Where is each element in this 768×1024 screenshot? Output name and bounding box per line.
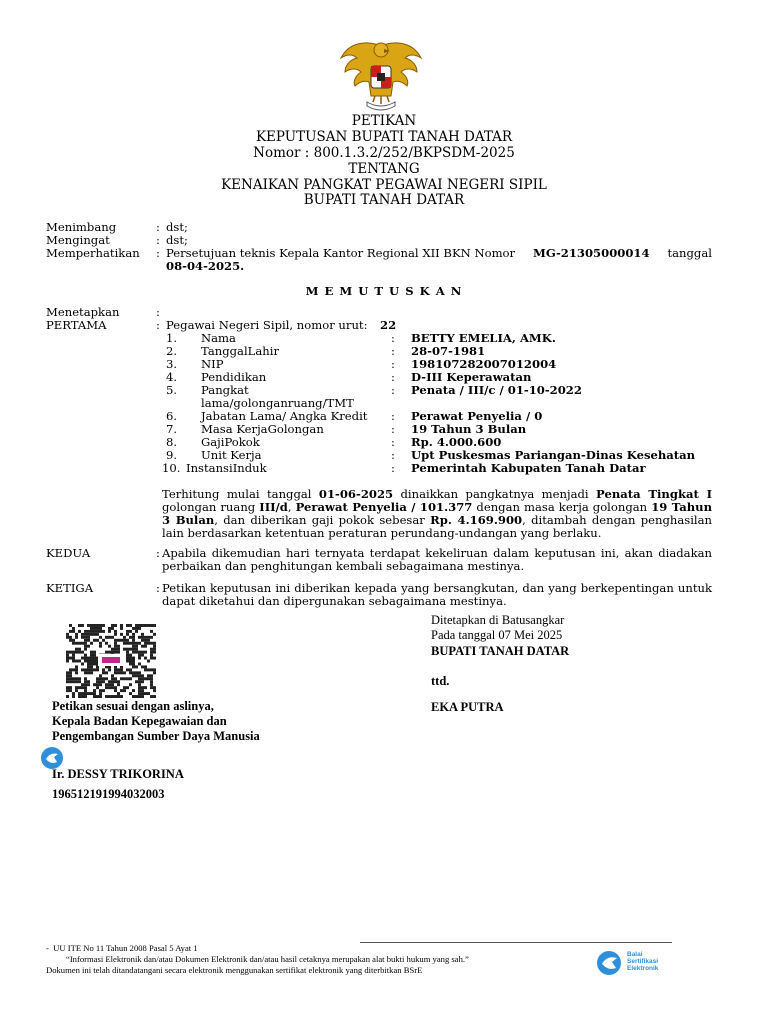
employee-details xyxy=(162,331,726,475)
colon: : xyxy=(391,370,395,384)
menetapkan-label: Menetapkan xyxy=(46,305,120,319)
detail-value: Pemerintah Kabupaten Tanah Datar xyxy=(411,461,646,475)
signer-name: EKA PUTRA xyxy=(431,700,504,714)
colon: : xyxy=(391,344,395,358)
detail-value: 19 Tahun 3 Bulan xyxy=(411,422,527,436)
detail-label: Pendidikan xyxy=(201,370,267,384)
memperhatikan-date: 08-04-2025. xyxy=(166,259,245,273)
colon: : xyxy=(391,435,395,449)
para-text: golongan ruang xyxy=(162,500,256,514)
ketiga-label: KETIGA xyxy=(46,581,94,595)
detail-label: GajiPokok xyxy=(201,435,260,449)
colon: : xyxy=(391,422,395,436)
memperhatikan-label: Memperhatikan xyxy=(46,246,140,260)
detail-value: 28-07-1981 xyxy=(411,344,486,358)
detail-label: Masa KerjaGolongan xyxy=(201,422,324,436)
decides-heading: M E M U T U S K A N xyxy=(305,284,463,298)
footer-quote: “Informasi Elektronik dan/atau Dokumen Elektronik dan/atau hasil cetaknya merupakan alat bukti hukum yang sah.” xyxy=(66,954,469,964)
new-rank: Penata Tingkat I xyxy=(596,487,713,501)
detail-value: BETTY EMELIA, AMK. xyxy=(411,331,556,345)
detail-label: Nama xyxy=(201,331,236,345)
ketiga-text: Petikan keputusan ini diberikan kepada yang bersangkutan, dan yang berkepentingan untuk dapat diketahui dan dipergunakan sebagaimana mestinya. xyxy=(162,581,712,608)
bsre-logo-line: Elektronik xyxy=(627,965,659,972)
bsre-logo-icon xyxy=(595,950,625,976)
about-label: TENTANG xyxy=(348,161,420,177)
para-text: dengan masa kerja golongan xyxy=(476,500,648,514)
colon: : xyxy=(156,581,160,595)
para-text: dinaikkan pangkatnya menjadi xyxy=(400,487,589,501)
detail-num: 1. xyxy=(166,331,178,345)
mengingat-value: dst; xyxy=(166,233,188,247)
detail-num: 8. xyxy=(166,435,178,449)
detail-value: D-III Keperawatan xyxy=(411,370,532,384)
kedua-label: KEDUA xyxy=(46,546,91,560)
detail-num: 4. xyxy=(166,370,178,384)
sequence-number: 22 xyxy=(380,318,397,332)
certifier-nip: 196512191994032003 xyxy=(52,787,165,801)
colon: : xyxy=(391,409,395,423)
colon: : xyxy=(391,357,395,371)
detail-num: 7. xyxy=(166,422,178,436)
bkn-reference: MG-21305000014 xyxy=(533,246,650,260)
footer-law-text: UU ITE No 11 Tahun 2008 Pasal 5 Ayat 1 xyxy=(53,943,198,953)
kedua-text: Apabila dikemudian hari ternyata terdapat kekeliruan dalam keputusan ini, akan diadakan perbaikan dan penghitungan kembali sebagaimana mestinya. xyxy=(162,546,712,573)
bsre-logo-line: Sertifikasi xyxy=(627,958,659,965)
detail-value: Penata / III/c / 01-10-2022 xyxy=(411,383,582,397)
para-text: , ditambah dengan penghasilan lain berdasarkan ketentuan peraturan perundang-undangan yang berlaku. xyxy=(162,513,712,540)
pertama-intro: Pegawai Negeri Sipil, nomor urut: xyxy=(166,318,368,332)
detail-num: 3. xyxy=(166,357,178,371)
colon: : xyxy=(156,233,160,247)
memperhatikan-text: Persetujuan teknis Kepala Kantor Regional XII BKN Nomor xyxy=(166,246,516,260)
detail-value: Perawat Penyelia / 0 xyxy=(411,409,543,423)
footer-note: Dokumen ini telah ditandatangani secara elektronik menggunakan sertifikat elektronik yang diterbitkan BSrE xyxy=(46,965,423,975)
colon: : xyxy=(156,220,160,234)
colon: : xyxy=(391,331,395,345)
detail-num: 6. xyxy=(166,409,178,423)
certified-line1: Petikan sesuai dengan aslinya, xyxy=(52,699,214,713)
colon: : xyxy=(391,448,395,462)
menimbang-value: dst; xyxy=(166,220,188,234)
detail-label: Pangkat xyxy=(201,383,249,397)
doc-title: PETIKAN xyxy=(351,113,417,129)
garuda-emblem-icon xyxy=(337,36,425,114)
mengingat-label: Mengingat xyxy=(46,233,110,247)
new-grade: III/d xyxy=(259,500,288,514)
subject-title: KENAIKAN PANGKAT PEGAWAI NEGERI SIPIL xyxy=(221,177,547,193)
detail-row xyxy=(162,461,726,475)
colon: : xyxy=(391,461,395,475)
detail-label: TanggalLahir xyxy=(201,344,280,358)
bsre-logo-line: Balai xyxy=(627,951,643,958)
detail-label: InstansiInduk xyxy=(186,461,267,475)
qr-code-icon xyxy=(66,624,156,698)
colon: : xyxy=(156,546,160,560)
detail-value: Upt Puskesmas Pariangan-Dinas Kesehatan xyxy=(411,448,696,462)
detail-value: Rp. 4.000.600 xyxy=(411,435,502,449)
signature-date: Pada tanggal 07 Mei 2025 xyxy=(431,628,563,642)
detail-label-cont: lama/golonganruang/TMT xyxy=(201,396,354,410)
certified-line3: Pengembangan Sumber Daya Manusia xyxy=(52,729,260,743)
new-salary: Rp. 4.169.900 xyxy=(430,513,523,527)
decision-number: Nomor : 800.1.3.2/252/BKPSDM-2025 xyxy=(253,145,515,161)
detail-num: 9. xyxy=(166,448,178,462)
tenure: 19 Tahun 3 Bulan xyxy=(162,500,713,527)
signature-ttd: ttd. xyxy=(431,674,450,688)
colon: : xyxy=(156,246,160,260)
footer-law: - UU ITE No 11 Tahun 2008 Pasal 5 Ayat 1 xyxy=(46,943,198,953)
detail-num: 5. xyxy=(166,383,178,397)
new-position: Perawat Penyelia / 101.377 xyxy=(295,500,473,514)
colon: : xyxy=(156,305,160,319)
colon: : xyxy=(391,383,395,397)
memperhatikan-date-label: tanggal xyxy=(667,246,712,260)
certified-line2: Kepala Badan Kepegawaian dan xyxy=(52,714,227,728)
detail-label: Jabatan Lama/ Angka Kredit xyxy=(201,409,368,423)
detail-value: 198107282007012004 xyxy=(411,357,557,371)
decision-title: KEPUTUSAN BUPATI TANAH DATAR xyxy=(255,129,513,145)
detail-label: NIP xyxy=(201,357,224,371)
para-text: , dan diberikan gaji pokok sebesar xyxy=(214,513,425,527)
effective-date: 01-06-2025 xyxy=(318,487,394,501)
signature-place: Ditetapkan di Batusangkar xyxy=(431,613,565,627)
certifier-name: Ir. DESSY TRIKORINA xyxy=(52,767,184,781)
pertama-paragraph: Terhitung mulai tanggal 01-06-2025 dinaikkan pangkatnya menjadi Penata Tingkat I golongan ruang III/d, Perawat Penyelia / 101.377 dengan masa kerja golongan 19 Tahun 3 Bulan, dan diberikan gaji pokok sebesar Rp. 4.169.900, ditambah dengan penghasilan lain berdasarkan ketentuan peraturan perundang-undangan yang berlaku. xyxy=(162,487,713,540)
menimbang-label: Menimbang xyxy=(46,220,117,234)
bsre-logo-text xyxy=(627,951,658,972)
memperhatikan-line1 xyxy=(166,247,712,260)
issuer-title: BUPATI TANAH DATAR xyxy=(303,192,465,208)
para-text: Terhitung mulai tanggal xyxy=(162,487,312,501)
pertama-label: PERTAMA xyxy=(46,318,107,332)
detail-label: Unit Kerja xyxy=(201,448,262,462)
colon: : xyxy=(156,318,160,332)
detail-num: 2. xyxy=(166,344,178,358)
detail-num: 10. xyxy=(162,461,181,475)
footer-divider xyxy=(360,942,672,943)
signature-title: BUPATI TANAH DATAR xyxy=(431,644,570,658)
